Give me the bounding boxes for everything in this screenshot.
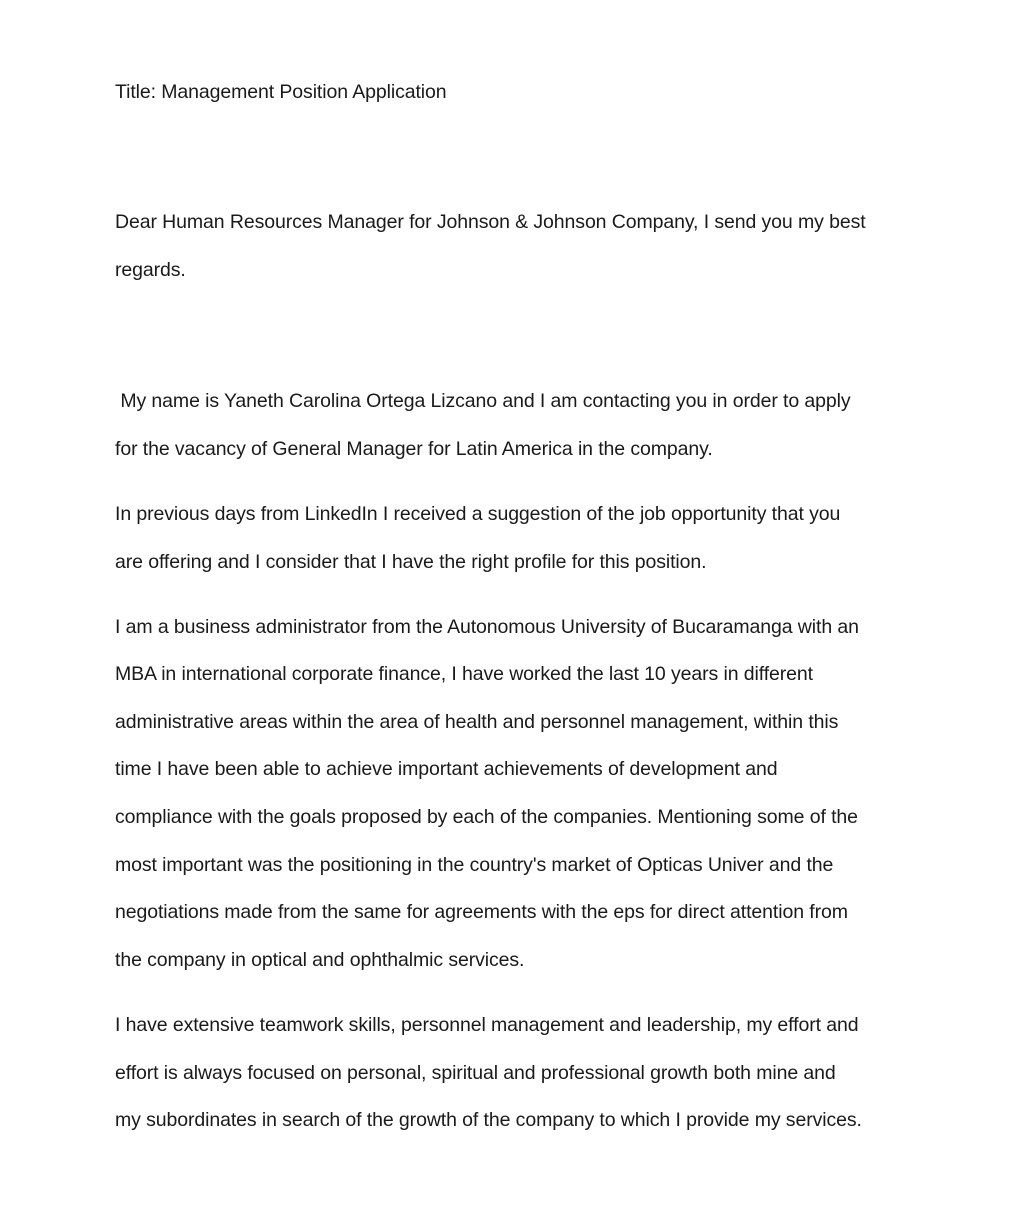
paragraph-line: compliance with the goals proposed by each of the companies. Mentioning some of the <box>115 806 858 828</box>
greeting-line: Dear Human Resources Manager for Johnson & Johnson Company, I send you my best <box>115 211 866 233</box>
paragraph-line: for the vacancy of General Manager for Latin America in the company. <box>115 438 713 460</box>
paragraph-line: time I have been able to achieve important achievements of development and <box>115 758 778 780</box>
paragraph-line: negotiations made from the same for agreements with the eps for direct attention from <box>115 901 848 923</box>
paragraph-line: MBA in international corporate finance, I have worked the last 10 years in different <box>115 663 813 685</box>
greeting-line: regards. <box>115 259 186 281</box>
paragraph-line: are offering and I consider that I have the right profile for this position. <box>115 551 707 573</box>
paragraph-line: my subordinates in search of the growth of the company to which I provide my services. <box>115 1109 862 1131</box>
paragraph-line: My name is Yaneth Carolina Ortega Lizcano and I am contacting you in order to apply <box>115 390 851 412</box>
paragraph-line: I have extensive teamwork skills, personnel management and leadership, my effort and <box>115 1014 859 1036</box>
paragraph-line: In previous days from LinkedIn I received a suggestion of the job opportunity that you <box>115 503 841 525</box>
paragraph-line: effort is always focused on personal, spiritual and professional growth both mine and <box>115 1062 836 1084</box>
paragraph-line: administrative areas within the area of health and personnel management, within this <box>115 711 839 733</box>
paragraph-line: most important was the positioning in the country's market of Opticas Univer and the <box>115 854 834 876</box>
document-title: Title: Management Position Application <box>115 81 447 103</box>
paragraph-line: the company in optical and ophthalmic services. <box>115 949 525 971</box>
paragraph-line: I am a business administrator from the Autonomous University of Bucaramanga with an <box>115 616 859 638</box>
